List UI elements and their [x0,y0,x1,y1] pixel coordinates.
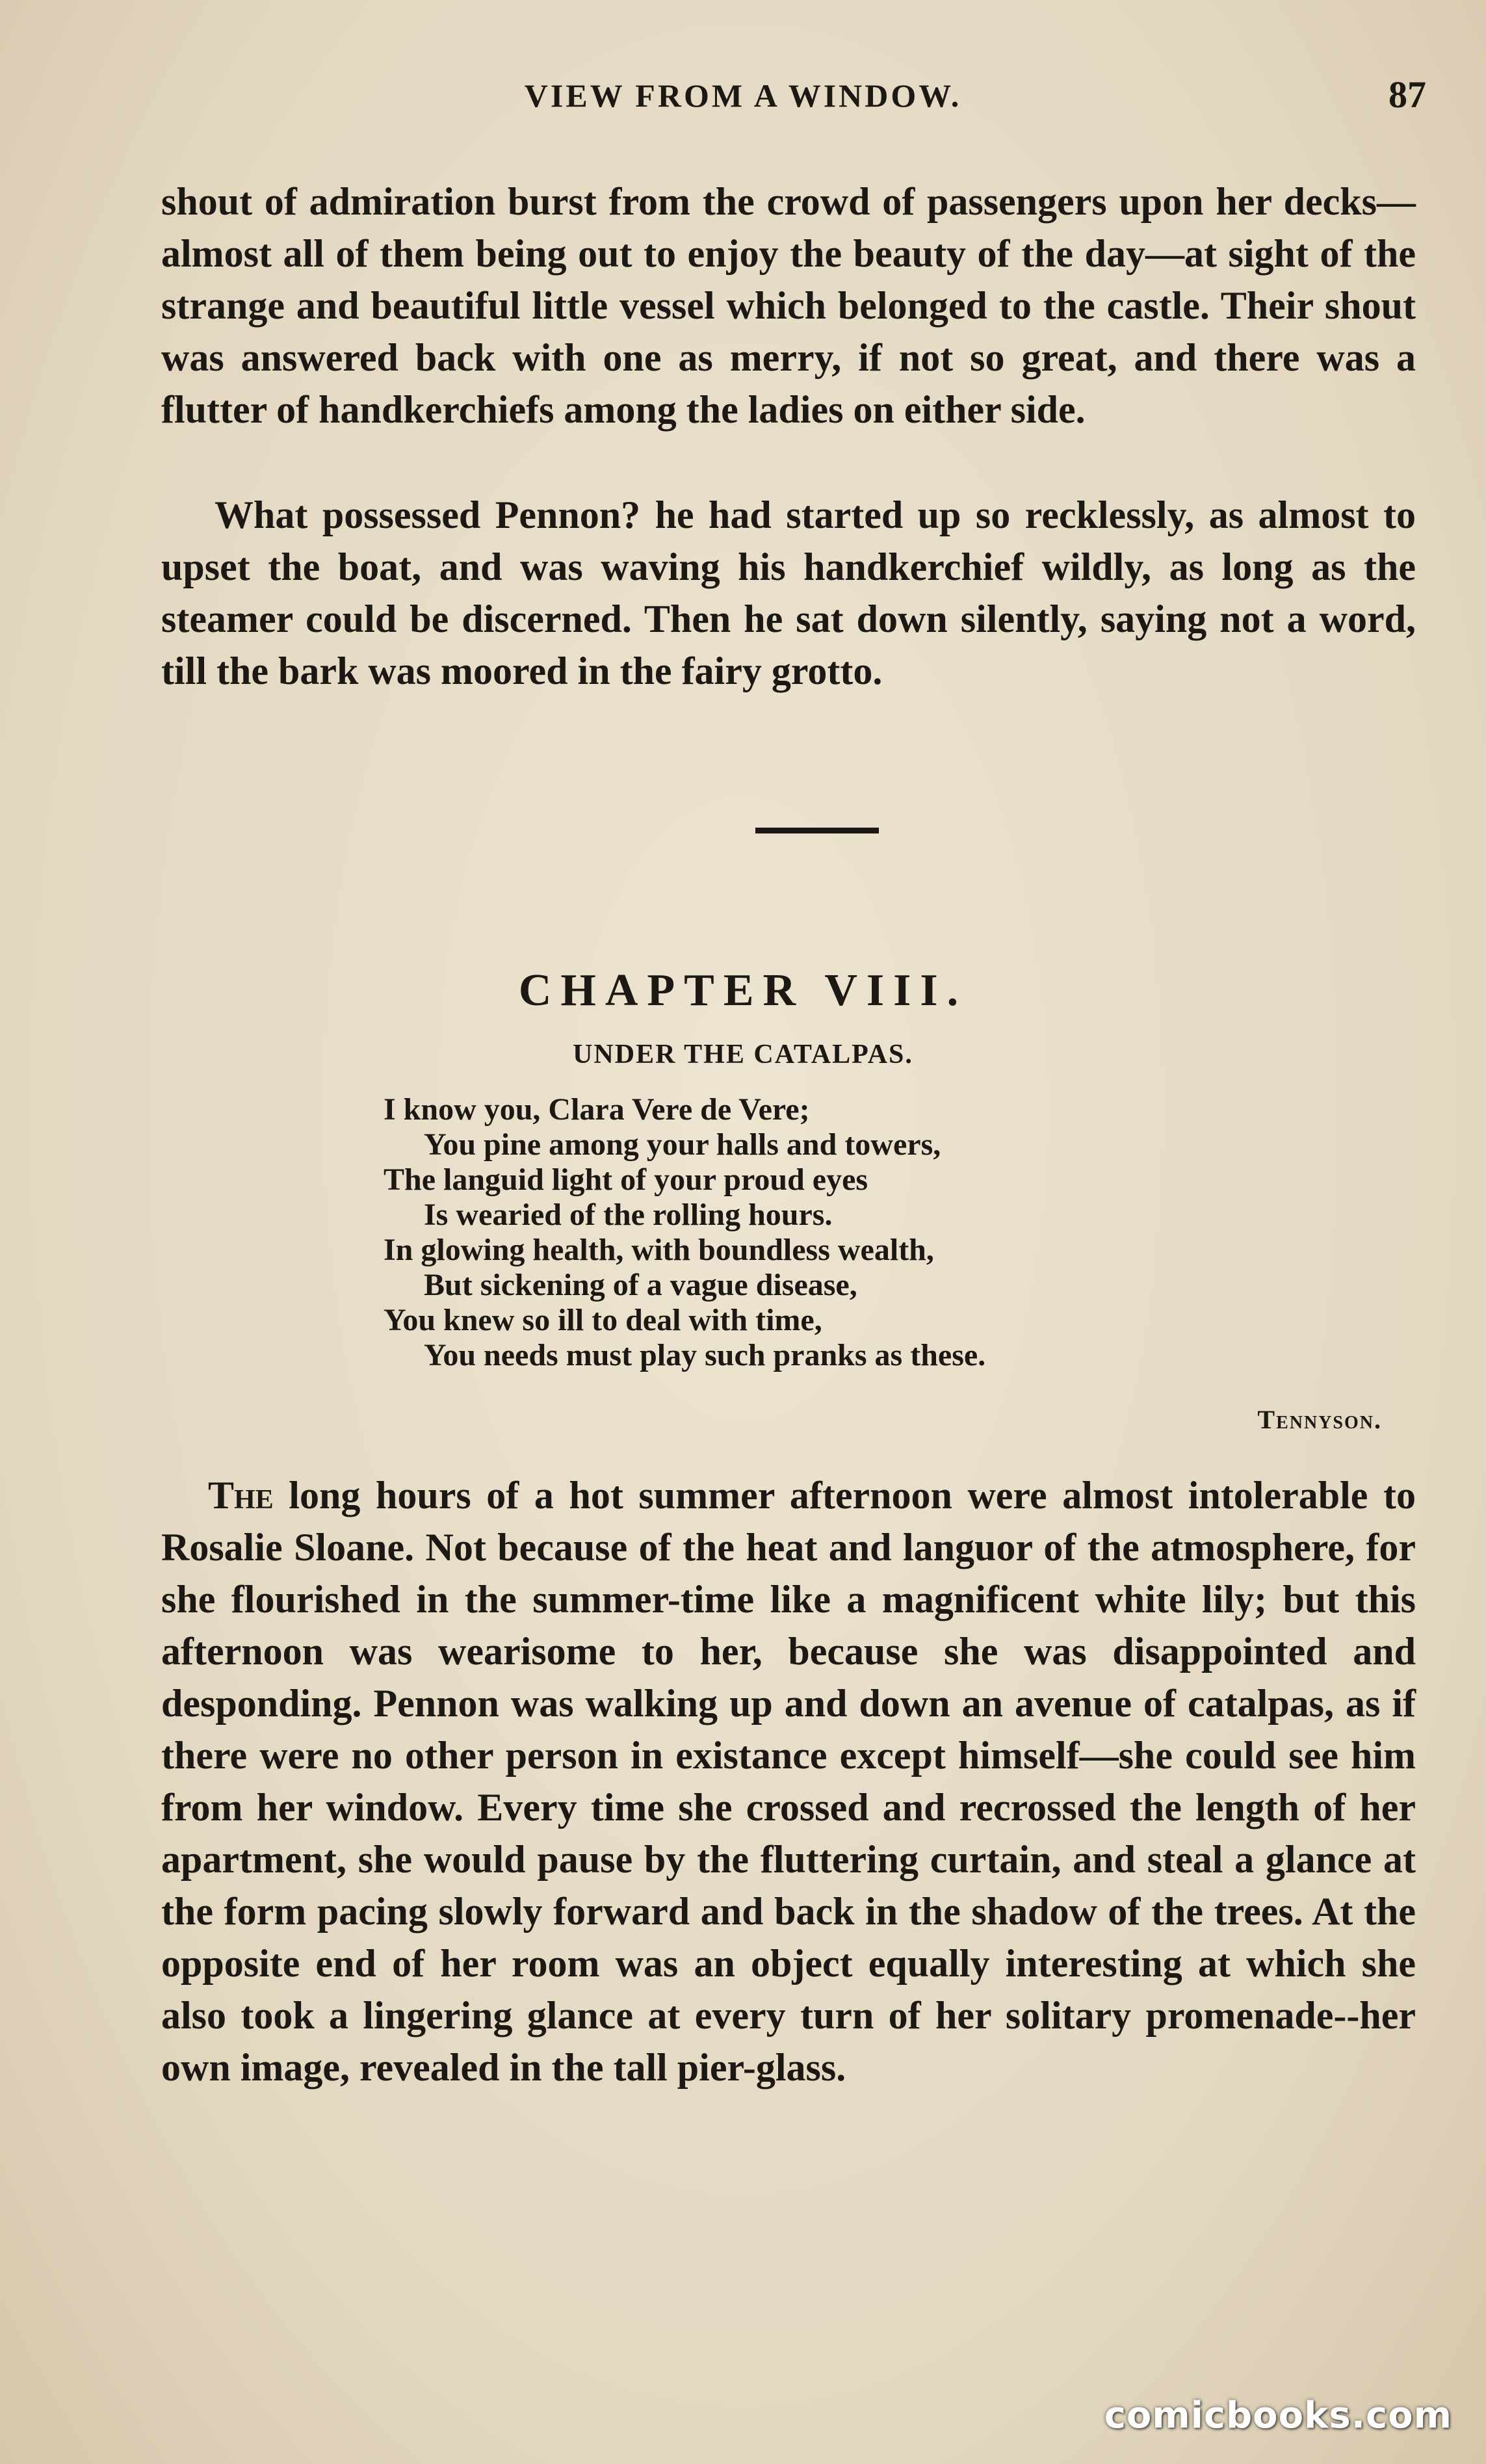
paragraph-lead-word: The [208,1474,274,1517]
running-head [0,73,1486,135]
epigraph-attribution: Tennyson. [1257,1405,1382,1434]
epigraph-line: The languid light of your proud eyes [384,1162,868,1197]
section-divider [755,828,879,833]
watermark: comicbooks.com [1104,2394,1452,2437]
paragraph-2: What possessed Pennon? he had started up so recklessly, as almost to upset the boat, and was waving his handkerchief wildly, as long as the steamer could be discerned. Then he sat down silently, saying not a word, till the bark was moored in the fairy grotto. [161,493,1416,692]
epigraph-line: Is wearied of the rolling hours. [424,1198,833,1232]
epigraph-line: I know you, Clara Vere de Vere; [384,1092,810,1127]
epigraph-line: You pine among your halls and towers, [424,1127,941,1162]
epigraph-line: You knew so ill to deal with time, [384,1303,822,1337]
chapter-subtitle: UNDER THE CATALPAS. [573,1040,913,1069]
paragraph-3 [161,1469,1416,2093]
paragraph-1: shout of admiration burst from the crowd of passengers upon her decks—almost all of them being out to enjoy the beauty of the day—at sight of the strange and beautiful little vessel which belonged to the castle. Their shout was answered back with one as merry, if not so great, and there was a flutter of handkerchiefs among the ladies on either side. [161,180,1416,431]
running-title: VIEW FROM A WINDOW. [524,77,962,114]
epigraph-line: You needs must play such pranks as these. [424,1338,986,1372]
epigraph [384,1092,1424,1373]
paragraph-3-text: long hours of a hot summer afternoon were almost intolerable to Rosalie Sloane. Not because of the heat and languor of the atmosphere, for she flourished in the summer-time like a magnificent white lily; but this afternoon was wearisome to her, because she was disappointed and desponding. Pennon was walking up and down an avenue of catalpas, as if there were no other person in existance except himself—she could see him from her window. Every time she crossed and recrossed the length of her apartment, she would pause by the fluttering curtain, and steal a glance at the form pacing slowly forward and back in the shadow of the trees. At the opposite end of her room was an object equally interesting at which she also took a lingering glance at every turn of her solitary promenade--her own image, revealed in the tall pier-glass. [161,1474,1416,2089]
chapter-title: CHAPTER VIII. [518,965,968,1016]
page-number: 87 [1388,73,1426,116]
epigraph-line: In glowing health, with boundless wealth, [384,1233,934,1267]
epigraph-line: But sickening of a vague disease, [424,1268,857,1302]
